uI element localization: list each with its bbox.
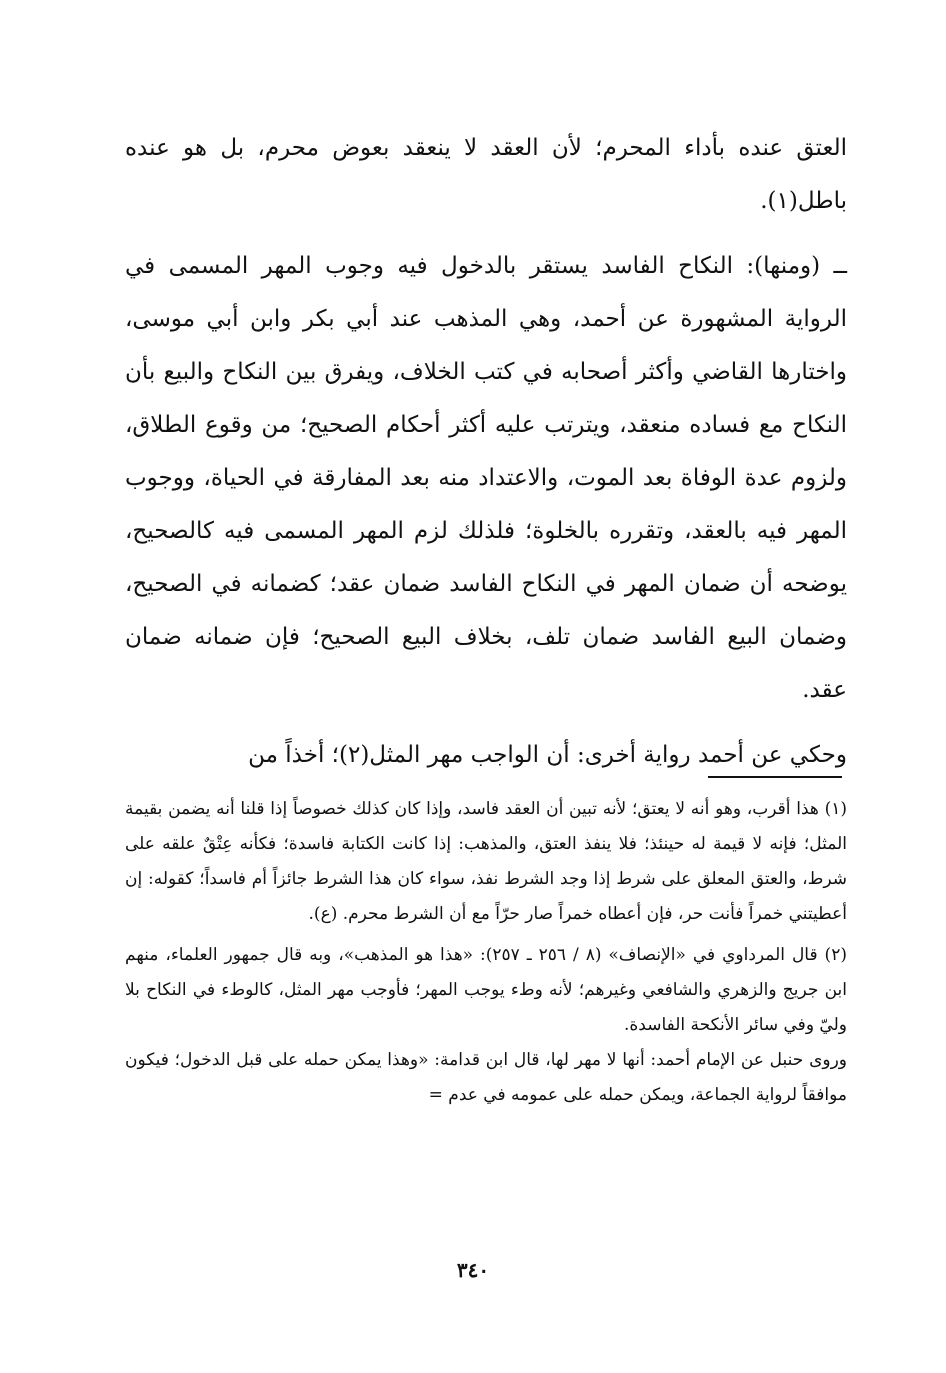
body-paragraph-1: العتق عنده بأداء المحرم؛ لأن العقد لا ينعقد بعوض محرم، بل هو عنده باطل(١). (125, 135, 847, 214)
footnotes (125, 792, 847, 1113)
paragraph-spacer (125, 717, 847, 729)
body-paragraph-3: وحكي عن أحمد رواية أخرى: أن الواجب مهر المثل(٢)؛ أخذاً من (248, 742, 847, 768)
footnote-1: (١) هذا أقرب، وهو أنه لا يعتق؛ لأنه تبين أن العقد فاسد، وإذا كان كذلك خصوصاً إذا قلنا أنه يضمن بقيمة المثل؛ فإنه لا قيمة له حينئذ؛ فلا ينفذ العتق، والمذهب: إذا كانت الكتابة فاسدة؛ فكأنه عِتْقٌ علقه على شرط، والعتق المعلق على شرط إذا وجد الشرط نفذ، سواء كان هذا الشرط جائزاً أم فاسداً؛ كقوله: إن أعطيتني خمراً فأنت حر، فإن أعطاه خمراً صار حرّاً مع أن الشرط محرم. (ع). (125, 799, 847, 924)
page-number: ٣٤٠ (456, 1258, 490, 1282)
main-text (125, 122, 847, 782)
footnote-2: (٢) قال المرداوي في «الإنصاف» (٨ / ٢٥٦ ـ ٢٥٧): «هذا هو المذهب»، وبه قال جمهور العلماء، منهم ابن جريج والزهري والشافعي وغيرهم؛ لأنه وطء يوجب المهر؛ فأوجب مهر المثل، كالوطء في النكاح بلا وليّ وفي سائر الأنكحة الفاسدة. (125, 945, 847, 1035)
footnote-separator (708, 776, 842, 778)
paragraph-spacer (125, 228, 847, 240)
body-paragraph-2: ــ (ومنها): النكاح الفاسد يستقر بالدخول فيه وجوب المهر المسمى في الرواية المشهورة عن أحمد، وهي المذهب عند أبي بكر وابن أبي موسى، واختارها القاضي وأكثر أصحابه في كتب الخلاف، ويفرق بين النكاح والبيع بأن النكاح مع فساده منعقد، ويترتب عليه أكثر أحكام الصحيح؛ من وقوع الطلاق، ولزوم عدة الوفاة بعد الموت، والاعتداد منه بعد المفارقة في الحياة، ووجوب المهر فيه بالعقد، وتقرره بالخلوة؛ فلذلك لزم المهر المسمى فيه كالصحيح، يوضحه أن ضمان المهر في النكاح الفاسد ضمان عقد؛ كضمانه في الصحيح، وضمان البيع الفاسد ضمان تلف، بخلاف البيع الصحيح؛ فإن ضمانه ضمان عقد. (125, 253, 847, 703)
footnote-2-continuation: وروى حنبل عن الإمام أحمد: أنها لا مهر لها، قال ابن قدامة: «وهذا يمكن حمله على قبل الدخول؛ فيكون موافقاً لرواية الجماعة، ويمكن حمله على عمومه في عدم = (125, 1050, 847, 1105)
